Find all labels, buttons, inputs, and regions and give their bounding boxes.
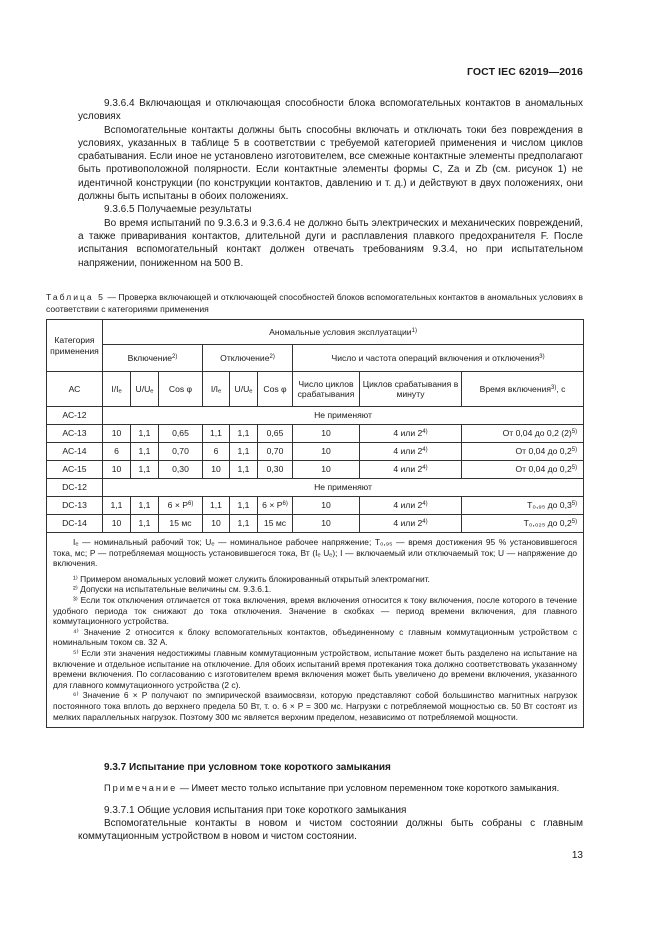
header-category: Категория применения: [47, 320, 103, 372]
cell-value: 1,1: [131, 443, 159, 461]
para-9-3-6-5: Во время испытаний по 9.3.6.3 и 9.3.6.4 не должно быть электрических и механических повреждений, а также приваривания контактов, длительной дуги и расплавления плавкого предохранителя F. После испытания вспомогательный контакт должен отвечать требованиям 9.3.4, но при испытательном напряжении, пониженном на 500 В.: [78, 217, 583, 269]
page-number: 13: [571, 850, 583, 861]
cell-text: T₀,₉₅ до 0,3: [527, 500, 572, 511]
header-per-minute: Циклов срабатывания в минуту: [360, 372, 462, 407]
cell-value: 1,1: [131, 425, 159, 443]
cell-value: 1,1: [131, 515, 159, 533]
cell-value: 10: [293, 497, 360, 515]
table-5-label: Таблица 5: [46, 292, 105, 302]
cell-value: $6 \times P^{6)}$: [159, 497, 203, 515]
header-time-unit: , с: [556, 383, 566, 394]
cell-value: 10: [293, 425, 360, 443]
cell-value: 6: [103, 443, 131, 461]
table-notes: [47, 533, 584, 728]
note-text: — Имеет место только испытание при условном переменном токе короткого замыкания.: [177, 783, 560, 794]
table-row: [47, 407, 584, 425]
header-switch-on: Включение$^{2)}$: [103, 345, 203, 372]
header-off-ratio-i: I/Iₑ: [203, 372, 230, 407]
cell-text: 4 или 2: [393, 518, 423, 529]
para-9-3-6-4: Вспомогательные контакты должны быть способны включать и отключать токи без повреждения в условиях, указанных в таблице 5 в соответствии с требуемой категорией применения и числом циклов срабатывания. Если иное не установлено изготовителем, все смежные контактные элементы предполагают быть противоположной полярности. Если контактные элементы формы C, Za и Zb (см. рисунок 1) не идентичной конструкции (по конструкции контактов, давлению и т. д.) и действуют в двух положениях, они должны быть испытаны в обоих положениях.: [78, 124, 583, 203]
table-row: [47, 425, 584, 443]
header-switch-off: Отключение$^{2)}$: [203, 345, 293, 372]
table-row: [47, 515, 584, 533]
cell-value: От 0,04 до 0,2 $(2)^{5)}$: [462, 425, 584, 443]
heading-9-3-6-5: 9.3.6.5 Получаемые результаты: [104, 204, 252, 216]
cell-value: 1,1: [131, 461, 159, 479]
cell-value: 10: [293, 461, 360, 479]
header-switch-on-text: Включение: [127, 352, 173, 363]
cell-value: 4 или 2$^{4)}$: [360, 425, 462, 443]
header-number-frequency: Число и частота операций включения и отключения$^{3)}$: [293, 345, 584, 372]
cell-text: 4 или 2: [393, 446, 423, 457]
cell-not-applied: Не применяют: [103, 479, 584, 497]
cell-category: DC-14: [47, 515, 103, 533]
header-abnormal-conditions: Аномальные условия эксплуатации$^{1)}$: [103, 320, 584, 345]
cell-value: 1,1: [203, 497, 230, 515]
table-row: [47, 479, 584, 497]
table-footnote: ⁶⁾ Значение 6 × P получают по эмпирической взаимосвязи, которую представляют собой большинство магнитных нагрузок постоянного тока вплоть до верхнего предела 50 Вт, т. о. 6 × P = 300 мс. Нагрузки с потребляемой мощностью св. 50 Вт состоят из мелких параллельных нагрузок. Поэтому 300 мс является верхним пределом, независимо от потребляемой мощности.: [53, 690, 578, 722]
table-row: [47, 497, 584, 515]
table-footnote: ³⁾ Если ток отключения отличается от тока включения, время включения относится к току включения, после которого в течение удобного периода ток снижают до тока отключения. Значение в скобках — период времени включения, для главного коммутационного устройства.: [53, 594, 578, 627]
cell-text: T₀,₀₂₅ до 0,2: [523, 518, 572, 529]
cell-category: DC-12: [47, 479, 103, 497]
cell-value: 0,30: [258, 461, 293, 479]
cell-text: От 0,04 до 0,2: [515, 464, 572, 475]
para-9-3-7-1: Вспомогательные контакты в новом и чистом состоянии должны быть собраны с главным коммутационным устройством в новом и чистом состоянии.: [78, 817, 583, 843]
table-row: [47, 461, 584, 479]
cell-value: 15 мс: [258, 515, 293, 533]
cell-value: 10: [103, 461, 131, 479]
cell-value: 4 или 2$^{4)}$: [360, 497, 462, 515]
cell-value: 6: [203, 443, 230, 461]
cell-text: 6 × P: [262, 500, 283, 511]
cell-value: 10: [293, 515, 360, 533]
header-number-text: Число и частота операций включения и отключения: [331, 352, 540, 363]
cell-value: 1,1: [230, 515, 258, 533]
cell-value: 0,70: [159, 443, 203, 461]
note-label: Примечание: [104, 783, 178, 794]
page-header-standard: ГОСТ IEC 62019—2016: [466, 66, 583, 78]
table-legend: Iₑ — номинальный рабочий ток; Uₑ — номинальное рабочее напряжение; T₀,₉₅ — время достижения 95 % установившегося тока, мс; P — потребляемая мощность установившегося тока, Вт (Iₑ Uₑ); I — включаемый или отключаемый ток; U — напряжение до включения.: [53, 537, 578, 569]
heading-9-3-7: 9.3.7 Испытание при условном токе короткого замыкания: [104, 762, 391, 773]
cell-text: От 0,04 до 0,2: [515, 446, 572, 457]
cell-value: 1,1: [203, 425, 230, 443]
cell-category: АС-12: [47, 407, 103, 425]
cell-value: 1,1: [230, 425, 258, 443]
cell-value: 10: [203, 461, 230, 479]
cell-value: T₀,₉₅ до 0,3$^{5)}$: [462, 497, 584, 515]
cell-text: От 0,04 до 0,2 (2): [502, 428, 572, 439]
section-9-3-7: [78, 761, 583, 843]
header-abnormal-text: Аномальные условия эксплуатации: [269, 326, 412, 337]
header-off-ratio-u: U/Uₑ: [230, 372, 258, 407]
cell-value: 0,30: [159, 461, 203, 479]
header-on-cos: Cos φ: [159, 372, 203, 407]
header-time-text: Время включения: [479, 383, 552, 394]
cell-value: 1,1: [230, 497, 258, 515]
heading-9-3-7-1: 9.3.7.1 Общие условия испытания при токе короткого замыкания: [104, 804, 407, 816]
heading-9-3-6-4: 9.3.6.4 Включающая и отключающая способности блока вспомогательных контактов в аномальных условиях: [78, 98, 583, 123]
cell-category: АС-15: [47, 461, 103, 479]
cell-value: 0,65: [258, 425, 293, 443]
header-on-ratio-u: U/Uₑ: [131, 372, 159, 407]
table-5-caption-text: — Проверка включающей и отключающей способностей блоков вспомогательных контактов в аномальных условиях в соответствии с категориями применения: [46, 292, 583, 314]
cell-value: 10: [203, 515, 230, 533]
cell-value: 0,65: [159, 425, 203, 443]
cell-text: 6 × P: [167, 500, 188, 511]
table-footnote: ¹⁾ Примером аномальных условий может служить блокированный открытый электромагнит.: [73, 573, 430, 584]
table-footnote: ⁴⁾ Значение 2 относится к блоку вспомогательных контактов, объединенному с главным коммутационным устройством с номинальным током св. 32 А.: [53, 626, 578, 648]
note-9-3-7: [78, 782, 583, 795]
cell-value: $6 \times P^{6)}$: [258, 497, 293, 515]
cell-value: 1,1: [230, 461, 258, 479]
table-footnote: ⁵⁾ Если эти значения недостижимы главным коммутационным устройством, испытание может быть разделено на испытание на включение и отдельное испытание на отключение. Для обоих испытаний время протекания тока должно соответствовать указанному времени включения. По согласованию с изготовителем время включения может быть увеличено до времени включения, указанного для главного коммутационного устройства (2 с).: [53, 647, 578, 690]
cell-value: 1,1: [131, 497, 159, 515]
cell-value: 10: [103, 425, 131, 443]
cell-value: 10: [293, 443, 360, 461]
cell-value: 0,70: [258, 443, 293, 461]
header-cycles: Число циклов срабатывания: [293, 372, 360, 407]
header-time: Время включения$^{3)}$, с: [462, 372, 584, 407]
cell-category: АС-14: [47, 443, 103, 461]
cell-value: 10: [103, 515, 131, 533]
table-footnote: ²⁾ Допуски на испытательные величины см. 9.3.6.1.: [73, 584, 272, 595]
cell-value: 4 или 2$^{4)}$: [360, 443, 462, 461]
header-off-cos: Cos φ: [258, 372, 293, 407]
cell-value: 1,1: [230, 443, 258, 461]
cell-not-applied: Не применяют: [103, 407, 584, 425]
section-9-3-6-4: [78, 97, 583, 270]
cell-text: 4 или 2: [393, 428, 423, 439]
cell-value: От 0,04 до 0,2$^{5)}$: [462, 461, 584, 479]
cell-value: 4 или 2$^{4)}$: [360, 461, 462, 479]
cell-category: DC-13: [47, 497, 103, 515]
header-ac: АС: [47, 372, 103, 407]
table-5: [46, 319, 584, 728]
cell-category: АС-13: [47, 425, 103, 443]
cell-text: 4 или 2: [393, 464, 423, 475]
table-row: [47, 443, 584, 461]
cell-value: 4 или 2$^{4)}$: [360, 515, 462, 533]
cell-value: 1,1: [103, 497, 131, 515]
cell-value: От 0,04 до 0,2$^{5)}$: [462, 443, 584, 461]
header-switch-off-text: Отключение: [220, 352, 270, 363]
cell-text: 4 или 2: [393, 500, 423, 511]
cell-value: T₀,₀₂₅ до 0,2$^{5)}$: [462, 515, 584, 533]
header-on-ratio-i: I/Iₑ: [103, 372, 131, 407]
table-5-caption: [46, 292, 583, 315]
cell-value: 15 мс: [159, 515, 203, 533]
